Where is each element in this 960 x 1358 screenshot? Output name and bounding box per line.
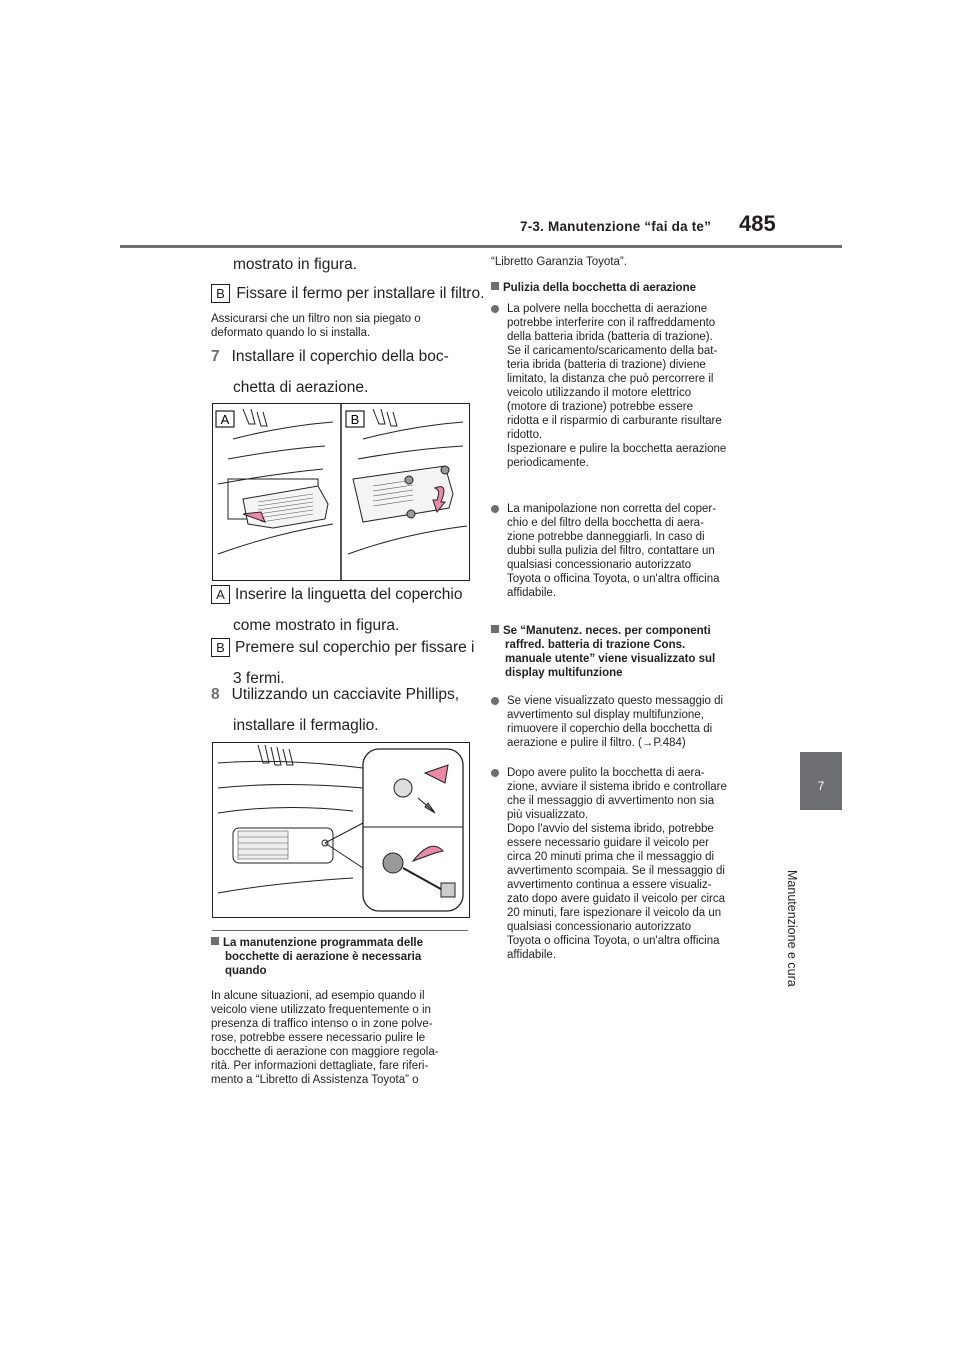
round-bullet-icon	[491, 697, 499, 705]
bullet-line: che il messaggio di avvertimento non sia	[507, 795, 715, 807]
step-b-text: Fissare il fermo per installare il filtro.	[236, 285, 485, 302]
bullet-line: qualsiasi concessionario autorizzato	[507, 559, 692, 571]
note-line: Assicurarsi che un filtro non sia piegato o	[211, 313, 421, 325]
chapter-title: Manutenzione e cura	[785, 870, 799, 987]
bullet-handling	[491, 502, 720, 600]
step-text: come mostrato in figura.	[233, 617, 400, 634]
bullet-line: La manipolazione non corretta del coper-	[507, 503, 717, 515]
bullet-line: periodicamente.	[507, 457, 589, 469]
bullet-line: potrebbe interferire con il raffreddamento	[507, 317, 716, 329]
step-text: Installare il coperchio della boc-	[231, 348, 449, 365]
clip-install-illustration	[213, 743, 469, 917]
bullet-line: 20 minuti, fare ispezionare il veicolo da un	[507, 907, 722, 919]
bullet-line: Toyota o officina Toyota, o un'altra officina	[507, 935, 720, 947]
vent-cover-illustration	[213, 404, 469, 580]
bullet-line: zione, avviare il sistema ibrido e controllare	[507, 781, 727, 793]
install-note	[211, 312, 421, 340]
header-rule	[120, 245, 842, 248]
bullet-line: avvertimento scompaia. Se il messaggio di	[507, 865, 725, 877]
fig-label-a: A	[220, 412, 230, 427]
bullet-dust	[491, 302, 726, 470]
bullet-line: avvertimento sul display multifunzione,	[507, 709, 704, 721]
bullet-line: zione potrebbe danneggiarli. In caso di	[507, 531, 705, 543]
heading-maintenance-when	[211, 936, 423, 978]
chapter-title-vertical	[785, 870, 845, 1030]
bullet-line: ridotto.	[507, 429, 543, 441]
round-bullet-icon	[491, 505, 499, 513]
bullet-line: Dopo l'avvio del sistema ibrido, potrebbe	[507, 823, 714, 835]
bullet-line: rimuovere il coperchio della bocchetta di	[507, 723, 713, 735]
step-b2	[211, 637, 475, 690]
step-text: 3 fermi.	[233, 670, 285, 687]
para-line: presenza di traffico intenso o in zone polve-	[211, 1018, 433, 1030]
bullet-line: ridotta e il risparmio di carburante risultare	[507, 415, 722, 427]
section-title: 7-3. Manutenzione “fai da te”	[520, 219, 712, 234]
bullet-message-shown	[491, 694, 723, 750]
step-text: chetta di aerazione.	[233, 379, 369, 396]
bullet-line: limitato, la distanza che può percorrere il	[507, 373, 714, 385]
page-number: 485	[739, 211, 776, 236]
bullet-line: avvertimento continua a essere visualiz-	[507, 879, 712, 891]
maintenance-paragraph	[211, 989, 439, 1087]
step-a2	[211, 584, 462, 637]
bullet-after-cleaning	[491, 766, 727, 962]
label-b: B	[211, 284, 230, 303]
bullet-line: circa 20 minuti prima che il messaggio di	[507, 851, 715, 863]
bullet-line: Toyota o officina Toyota, o un'altra officina	[507, 573, 720, 585]
step-text: Inserire la linguetta del coperchio	[235, 586, 463, 603]
square-bullet-icon	[211, 937, 219, 945]
bullet-line: essere necessario guidare il veicolo per	[507, 837, 709, 849]
bullet-line: qualsiasi concessionario autorizzato	[507, 921, 692, 933]
section-divider	[212, 930, 468, 931]
continued-line-right: “Libretto Garanzia Toyota”.	[491, 256, 627, 268]
bullet-line: Dopo avere pulito la bocchetta di aera-	[507, 767, 705, 779]
round-bullet-icon	[491, 769, 499, 777]
bullet-line: dubbi sulla pulizia del filtro, contattare un	[507, 545, 715, 557]
heading-line: La manutenzione programmata delle	[223, 937, 424, 949]
heading-line: raffred. batteria di trazione Cons.	[505, 639, 686, 651]
continued-line: mostrato in figura.	[233, 256, 358, 273]
step-number: 7	[211, 348, 220, 365]
bullet-line: (motore di trazione) potrebbe essere	[507, 401, 694, 413]
heading-vent-cleaning	[491, 281, 696, 295]
para-line: bocchette di aerazione con maggiore regola-	[211, 1046, 439, 1058]
bullet-line: veicolo utilizzando il motore elettrico	[507, 387, 692, 399]
figure-vent-cover	[212, 403, 470, 581]
step-text: installare il fermaglio.	[233, 717, 379, 734]
heading-line: bocchette di aerazione è necessaria	[225, 951, 422, 963]
step-number: 8	[211, 686, 220, 703]
para-line: mento a “Libretto di Assistenza Toyota” o	[211, 1074, 419, 1086]
note-line: deformato quando lo si installa.	[211, 327, 371, 339]
bullet-line: Se il caricamento/scaricamento della bat-	[507, 345, 718, 357]
fig-label-b: B	[350, 412, 360, 427]
step-8	[211, 684, 459, 737]
para-line: veicolo viene utilizzato frequentemente o in	[211, 1004, 431, 1016]
bullet-line: Se viene visualizzato questo messaggio di	[507, 695, 724, 707]
chapter-number: 7	[817, 779, 825, 793]
step-text: Utilizzando un cacciavite Phillips,	[231, 686, 460, 703]
heading-warning-message	[491, 624, 715, 680]
step-text: Premere sul coperchio per fissare i	[235, 639, 475, 656]
bullet-line: affidabile.	[507, 587, 557, 599]
heading-text: Pulizia della bocchetta di aerazione	[503, 282, 697, 294]
step-b-instruction	[211, 283, 484, 305]
bullet-line: della batteria ibrida (batteria di trazione).	[507, 331, 713, 343]
bullet-line: più visualizzato.	[507, 809, 589, 821]
bullet-line: zato dopo avere guidato il veicolo per circa	[507, 893, 725, 905]
square-bullet-icon	[491, 625, 499, 633]
square-bullet-icon	[491, 282, 499, 290]
round-bullet-icon	[491, 305, 499, 313]
para-line: In alcune situazioni, ad esempio quando il	[211, 990, 425, 1002]
label-a: A	[211, 585, 230, 604]
heading-line: display multifunzione	[505, 667, 623, 679]
para-line: rità. Per informazioni dettagliate, fare riferi-	[211, 1060, 429, 1072]
label-b: B	[211, 638, 230, 657]
heading-line: quando	[225, 965, 267, 977]
bullet-line: La polvere nella bocchetta di aerazione	[507, 303, 708, 315]
bullet-line: teria ibrida (batteria di trazione) diviene	[507, 359, 706, 371]
bullet-line: Ispezionare e pulire la bocchetta aerazione	[507, 443, 727, 455]
figure-clip-install	[212, 742, 470, 918]
heading-line: manuale utente” viene visualizzato sul	[505, 653, 716, 665]
chapter-tab	[800, 752, 842, 810]
bullet-line: aerazione e pulire il filtro. (→P.484)	[507, 737, 686, 749]
para-line: rose, potrebbe essere necessario pulire le	[211, 1032, 426, 1044]
step-7	[211, 346, 449, 399]
heading-line: Se “Manutenz. neces. per componenti	[503, 625, 711, 637]
bullet-line: chio e del filtro della bocchetta di aera-	[507, 517, 704, 529]
bullet-line: affidabile.	[507, 949, 557, 961]
